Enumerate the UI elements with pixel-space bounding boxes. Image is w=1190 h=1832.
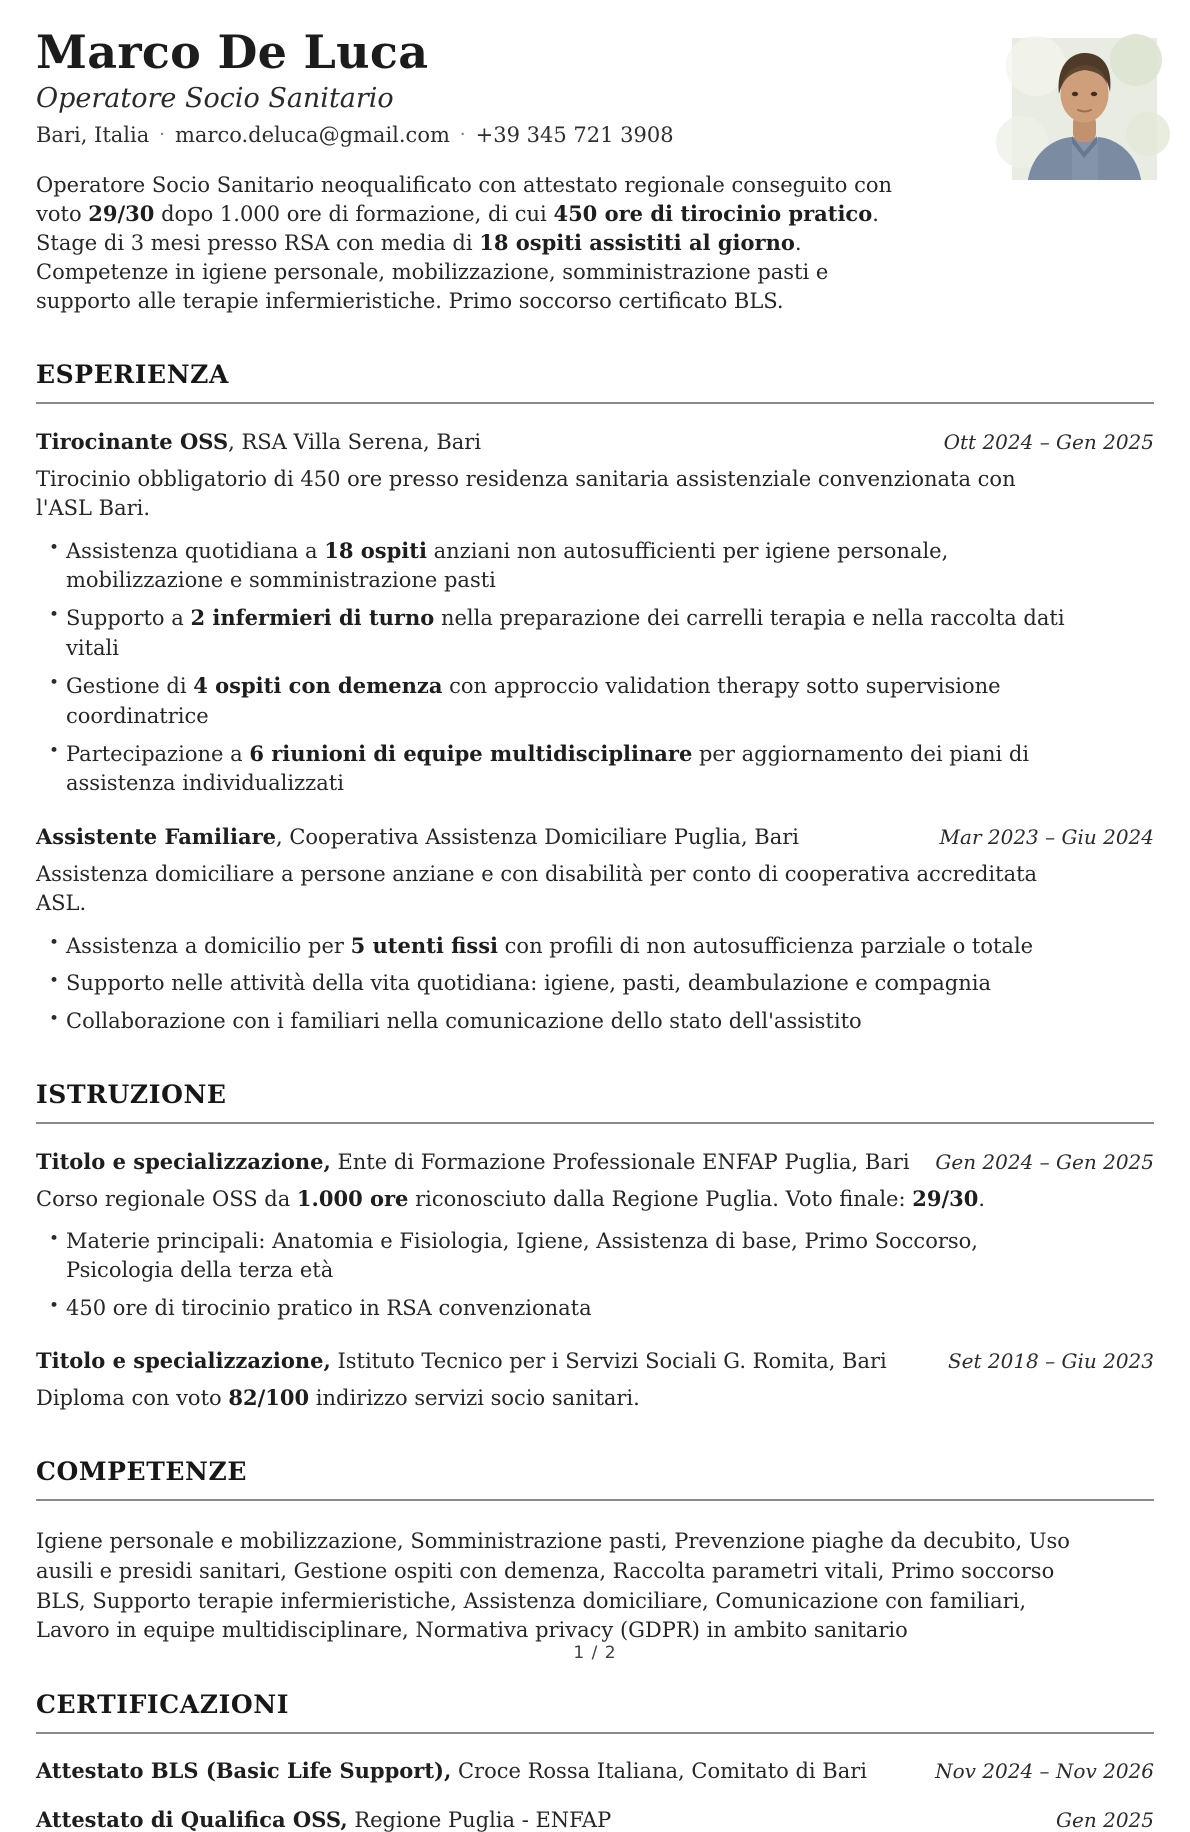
entry-date: Gen 2024 – Gen 2025: [935, 1149, 1154, 1174]
entry-title: Titolo e specializzazione, Ente di Formazione Professionale ENFAP Puglia, Bari: [36, 1148, 910, 1174]
bullet-item: • Supporto nelle attività della vita quotidiana: igiene, pasti, deambulazione e compagnia: [66, 969, 1074, 998]
section-heading-education: ISTRUZIONE: [36, 1080, 1154, 1124]
certification-date: Nov 2024 – Nov 2026: [935, 1759, 1154, 1784]
certification-entry: [36, 1807, 1154, 1832]
contact-separator-dot: ·: [159, 123, 165, 145]
entry-bullet-list: [36, 536, 1154, 799]
section-heading-experience: ESPERIENZA: [36, 360, 1154, 404]
bullet-item: • Partecipazione a 6 riunioni di equipe multidisciplinare per aggiornamento dei piani di assistenza individualizzati: [66, 739, 1074, 799]
certification-title: Attestato di Qualifica OSS, Regione Puglia - ENFAP: [36, 1807, 612, 1832]
entry-description: Corso regionale OSS da 1.000 ore riconosciuto dalla Regione Puglia. Voto finale: 29/30.: [36, 1185, 986, 1211]
bullet-item: • Collaborazione con i familiari nella comunicazione dello stato dell'assistito: [66, 1007, 1074, 1036]
section-heading-certifications: CERTIFICAZIONI: [36, 1690, 1154, 1734]
entry-title: Tirocinante OSS, RSA Villa Serena, Bari: [36, 428, 482, 454]
resume-header: [36, 26, 1154, 147]
entry-bullet-list: [36, 1227, 1154, 1323]
entry-head: [36, 1149, 1154, 1174]
experience-entry: [36, 429, 1154, 799]
education-entry: [36, 1149, 1154, 1323]
entry-title: Assistente Familiare, Cooperativa Assistenza Domiciliare Puglia, Bari: [36, 823, 800, 849]
candidate-job-title: Operatore Socio Sanitario: [36, 82, 394, 114]
certification-date: Gen 2025: [1056, 1808, 1154, 1832]
entry-head: [36, 1348, 1154, 1373]
skills-list-text: Igiene personale e mobilizzazione, Somministrazione pasti, Prevenzione piaghe da decubito, Uso ausili e presidi sanitari, Gestione ospiti con demenza, Raccolta parametri vitali, Primo soccorso BLS, Supporto terapie infermieristiche, Assistenza domiciliare, Comunicazione con familiari, Lavoro in equipe multidisciplinare, Normativa privacy (GDPR) in ambito sanitario: [36, 1529, 1070, 1643]
entry-date: Ott 2024 – Gen 2025: [943, 429, 1154, 454]
experience-entry: [36, 824, 1154, 1036]
entry-description: Tirocinio obbligatorio di 450 ore presso residenza sanitaria assistenziale convenzionata con l'ASL Bari.: [36, 466, 1016, 520]
profile-photo: [1012, 38, 1157, 180]
candidate-name: Marco De Luca: [36, 25, 429, 79]
entry-date: Mar 2023 – Giu 2024: [939, 824, 1154, 849]
entry-description: Assistenza domiciliare a persone anziane e con disabilità per conto di cooperativa accreditata ASL.: [36, 861, 1038, 915]
section-skills: [36, 1457, 1154, 1646]
certification-title: Attestato BLS (Basic Life Support), Croce Rossa Italiana, Comitato di Bari: [36, 1758, 867, 1784]
bullet-item: • Assistenza quotidiana a 18 ospiti anziani non autosufficienti per igiene personale, mobilizzazione e somministrazione pasti: [66, 536, 1074, 596]
entry-head: [36, 429, 1154, 454]
education-entry: [36, 1348, 1154, 1413]
certification-entry: [36, 1758, 1154, 1783]
bullet-item: • 450 ore di tirocinio pratico in RSA convenzionata: [66, 1294, 1074, 1323]
entry-description: Diploma con voto 82/100 indirizzo servizi socio sanitari.: [36, 1385, 640, 1411]
entry-head: [36, 1807, 1154, 1832]
section-certifications: [36, 1690, 1154, 1832]
entry-title: Titolo e specializzazione, Istituto Tecnico per i Servizi Sociali G. Romita, Bari: [36, 1348, 887, 1374]
bullet-item: • Supporto a 2 infermieri di turno nella preparazione dei carrelli terapia e nella raccolta dati vitali: [66, 603, 1074, 663]
bullet-item: • Materie principali: Anatomia e Fisiologia, Igiene, Assistenza di base, Primo Soccorso, Psicologia della terza età: [66, 1227, 1074, 1286]
entry-head: [36, 824, 1154, 849]
section-education: [36, 1080, 1154, 1413]
entry-head: [36, 1758, 1154, 1783]
section-heading-skills: COMPETENZE: [36, 1457, 1154, 1501]
entry-date: Set 2018 – Giu 2023: [947, 1349, 1154, 1374]
contact-line: [36, 123, 1154, 147]
entry-bullet-list: [36, 931, 1154, 1036]
bullet-item: • Assistenza a domicilio per 5 utenti fissi con profili di non autosufficienza parziale o totale: [66, 931, 1074, 961]
page-number-indicator: 1 / 2: [573, 1643, 617, 1663]
contact-separator-dot: ·: [459, 123, 466, 145]
bullet-item: • Gestione di 4 ospiti con demenza con approccio validation therapy sotto supervisione coordinatrice: [66, 671, 1074, 731]
section-experience: [36, 360, 1154, 1036]
person-portrait-illustration: [1012, 38, 1157, 180]
profile-summary: Operatore Socio Sanitario neoqualificato con attestato regionale conseguito con voto 29/30 dopo 1.000 ore di formazione, di cui 450 ore di tirocinio pratico. Stage di 3 mesi presso RSA con media di 18 ospiti assistiti al giorno. Competenze in igiene personale, mobilizzazione, somministrazione pasti e supporto alle terapie infermieristiche. Primo soccorso certificato BLS.: [36, 172, 892, 313]
contact-phone: +39 345 721 3908: [475, 122, 674, 147]
contact-email: marco.deluca@gmail.com: [175, 122, 450, 147]
contact-location: Bari, Italia: [36, 122, 150, 147]
